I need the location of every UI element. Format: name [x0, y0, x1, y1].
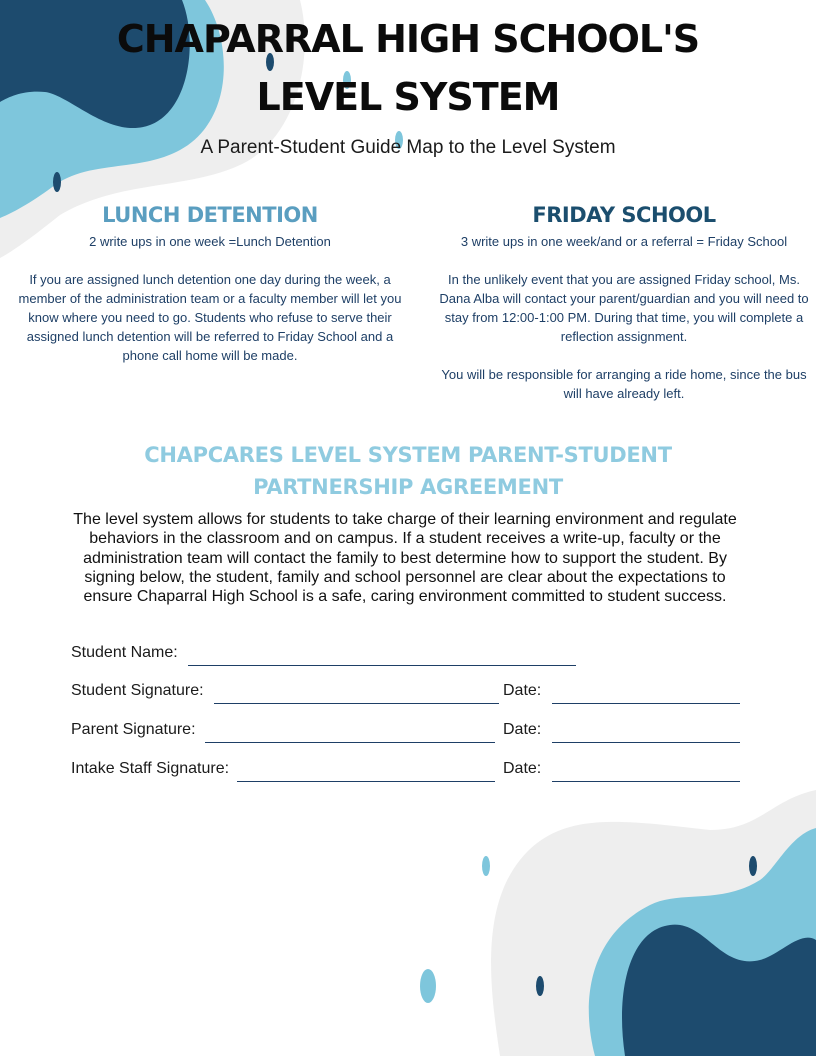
- agreement-title-line-2: PARTNERSHIP AGREEMENT: [253, 475, 563, 499]
- friday-school-note: You will be responsible for arranging a ride home, since the bus will have already left.: [441, 367, 807, 401]
- parent-signature-label: Parent Signature:: [71, 721, 196, 738]
- staff-signature-field[interactable]: [237, 781, 495, 782]
- student-date-label: Date:: [503, 682, 542, 699]
- staff-date-field[interactable]: [552, 781, 740, 782]
- agreement-title-line-1: CHAPCARES LEVEL SYSTEM PARENT-STUDENT: [144, 443, 672, 467]
- student-name-label: Student Name:: [71, 644, 178, 661]
- page-subtitle: A Parent-Student Guide Map to the Level System: [200, 137, 616, 158]
- lunch-detention-body: If you are assigned lunch detention one day during the week, a member of the administration team or a faculty member will let you know where you need to go. Students who refuse to serve their assigned lunch detention will be referred to Friday School and a phone call home will be made.: [18, 272, 402, 363]
- student-name-field[interactable]: [188, 665, 576, 666]
- friday-school-section: [434, 202, 814, 422]
- friday-school-body: In the unlikely event that you are assigned Friday school, Ms. Dana Alba will contact your parent/guardian and you will need to stay from 12:00-1:00 PM. During that time, you will complete a reflection assignment.: [439, 272, 809, 344]
- friday-school-rule: 3 write ups in one week/and or a referral = Friday School: [460, 234, 788, 249]
- staff-signature-label: Intake Staff Signature:: [71, 760, 230, 777]
- parent-date-field[interactable]: [552, 742, 740, 743]
- student-signature-field[interactable]: [214, 703, 499, 704]
- parent-signature-row: [71, 721, 751, 745]
- student-date-field[interactable]: [552, 703, 740, 704]
- agreement-paragraph: The level system allows for students to take charge of their learning environment and regulate behaviors in the classroom and on campus. If a student receives a write-up, faculty or the administration team will contact the family to best determine how to support the student. By signing below, the student, family and school personnel are clear about the expectations to ensure Chaparral High School is a safe, caring environment committed to student success.: [73, 511, 737, 606]
- lunch-detention-heading: LUNCH DETENTION: [102, 203, 318, 227]
- student-name-row: [71, 644, 591, 668]
- lunch-detention-section: [12, 202, 408, 384]
- staff-date-label: Date:: [503, 760, 542, 777]
- parent-signature-field[interactable]: [205, 742, 495, 743]
- parent-date-label: Date:: [503, 721, 542, 738]
- page-title-line-2: LEVEL SYSTEM: [256, 75, 560, 119]
- friday-school-heading: FRIDAY SCHOOL: [532, 203, 716, 227]
- page-title-line-1: CHAPARRAL HIGH SCHOOL'S: [116, 17, 700, 61]
- student-signature-label: Student Signature:: [71, 682, 204, 699]
- lunch-detention-rule: 2 write ups in one week =Lunch Detention: [89, 234, 331, 249]
- student-signature-row: [71, 682, 751, 706]
- staff-signature-row: [71, 760, 751, 784]
